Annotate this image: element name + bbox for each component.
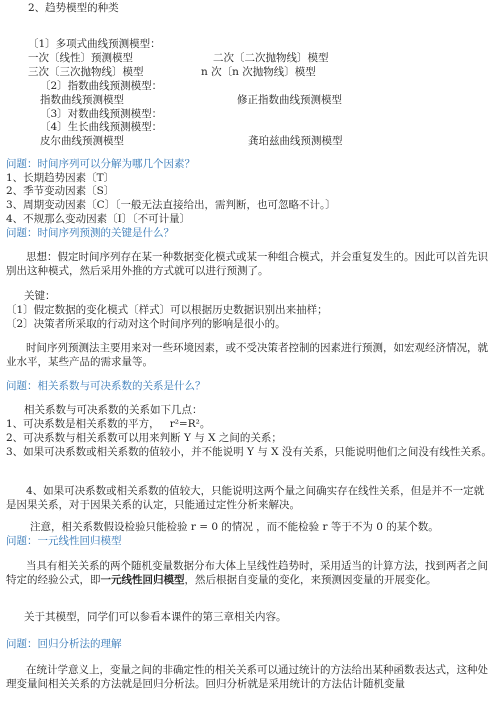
q3-formula: r²=R²。 — [169, 418, 211, 430]
q1-item: 1、长期趋势因素〔T〕 — [6, 172, 115, 184]
section-title: 2、趋势模型的种类 — [28, 2, 119, 14]
model-quadratic: 二次〔二次抛物线〕模型 — [213, 52, 329, 64]
q3-title: 问题：相关系数与可决系数的关系是什么？ — [6, 380, 206, 392]
q3-point: 3、如果可决系数或相关系数的值较小，并不能说明 Y 与 X 没有关系，只能说明他们之间没有线性关系。 — [6, 446, 492, 458]
q2-paragraph: 思想：假定时间序列存在某一种数据变化模式或某一种组合模式，并会重复发生的。因此可以首先识别出这种模式，然后采用外推的方式就可以进行预测了。 — [6, 251, 488, 277]
q4-paragraph: 当具有相关关系的两个随机变量数据分布大体上呈线性趋势时，采用适当的计算方法，找到两者之间特定的经验公式，即一元线性回归模型，然后根据自变量的变化，来预测因变量的开展变化。 — [6, 560, 488, 586]
model-linear: 一次〔线性〕预测模型 — [28, 52, 133, 64]
q4-model-term: 一元线性回归模型 — [100, 574, 185, 586]
q2-key-item: 〔1〕假定数据的变化模式〔样式〕可以根据历史数据识别出来抽样； — [6, 304, 328, 316]
q3-intro: 相关系数与可决系数的关系如下几点： — [24, 404, 203, 416]
q4-paragraph: 关于其模型，同学们可以参看本课件的第三章相关内容。 — [24, 611, 287, 623]
q3-point: 2、可决系数与相关系数可以用来判断 Y 与 X 之间的关系； — [6, 432, 282, 444]
q5-title: 问题：回归分析法的理解 — [6, 638, 122, 650]
exp-heading: 〔2〕指数曲线预测模型： — [40, 80, 163, 92]
growth-heading: 〔4〕生长曲线预测模型： — [40, 121, 163, 133]
model-nth: n 次〔n 次抛物线〕模型 — [201, 66, 316, 78]
q1-item: 3、周期变动因素〔C〕〔一般无法直接给出，需判断，也可忽略不计。〕 — [6, 199, 336, 211]
log-heading: 〔3〕对数曲线预测模型： — [40, 108, 163, 120]
q2-key-item: 〔2〕决策者所采取的行动对这个时间序列的影响是很小的。 — [6, 318, 286, 330]
poly-heading: 〔1〕多项式曲线预测模型： — [28, 38, 161, 50]
q2-key-label: 关键： — [24, 290, 56, 302]
q1-item: 2、季节变动因素〔S〕 — [6, 185, 115, 197]
q3-point: 1、可决系数是相关系数的平方， r²=R²。 — [6, 418, 211, 430]
model-exp: 指数曲线预测模型 — [40, 94, 124, 106]
q3-note: 注意，相关系数假设检验只能检验 r = 0 的情况 ，而不能检验 r 等于不为 0 的某个数。 — [30, 521, 439, 533]
model-pearl: 皮尔曲线预测模型 — [40, 135, 124, 147]
q4-title: 问题：一元线性回归模型 — [6, 535, 122, 547]
q2-paragraph: 时间序列预测法主要用来对一些环境因素，或不受决策者控制的因素进行预测，如宏观经济情况，就业水平，某些产品的需求量等。 — [6, 342, 488, 368]
q2-title: 问题：时间序列预测的关键是什么？ — [6, 227, 174, 239]
q5-paragraph: 在统计学意义上，变量之间的非确定性的相关关系可以通过统计的方法给出某种函数表达式，这种处理变量间相关关系的方法就是回归分析法。回归分析就是采用统计的方法估计随机变量 — [6, 664, 488, 690]
model-gompertz: 龚珀兹曲线预测模型 — [248, 135, 343, 147]
model-mod-exp: 修正指数曲线预测模型 — [237, 94, 342, 106]
q3-point: 4、如果可决系数或相关系数的值较大，只能说明这两个量之间确实存在线性关系，但是并不一定就是因果关系，对于因果关系的认定，只能通过定性分析来解决。 — [6, 485, 485, 511]
q1-title: 问题：时间序列可以分解为哪几个因素？ — [6, 158, 195, 170]
q1-item: 4、不规那么变动因素〔I〕〔不可计量〕 — [6, 213, 191, 225]
model-cubic: 三次〔三次抛物线〕模型 — [28, 66, 144, 78]
